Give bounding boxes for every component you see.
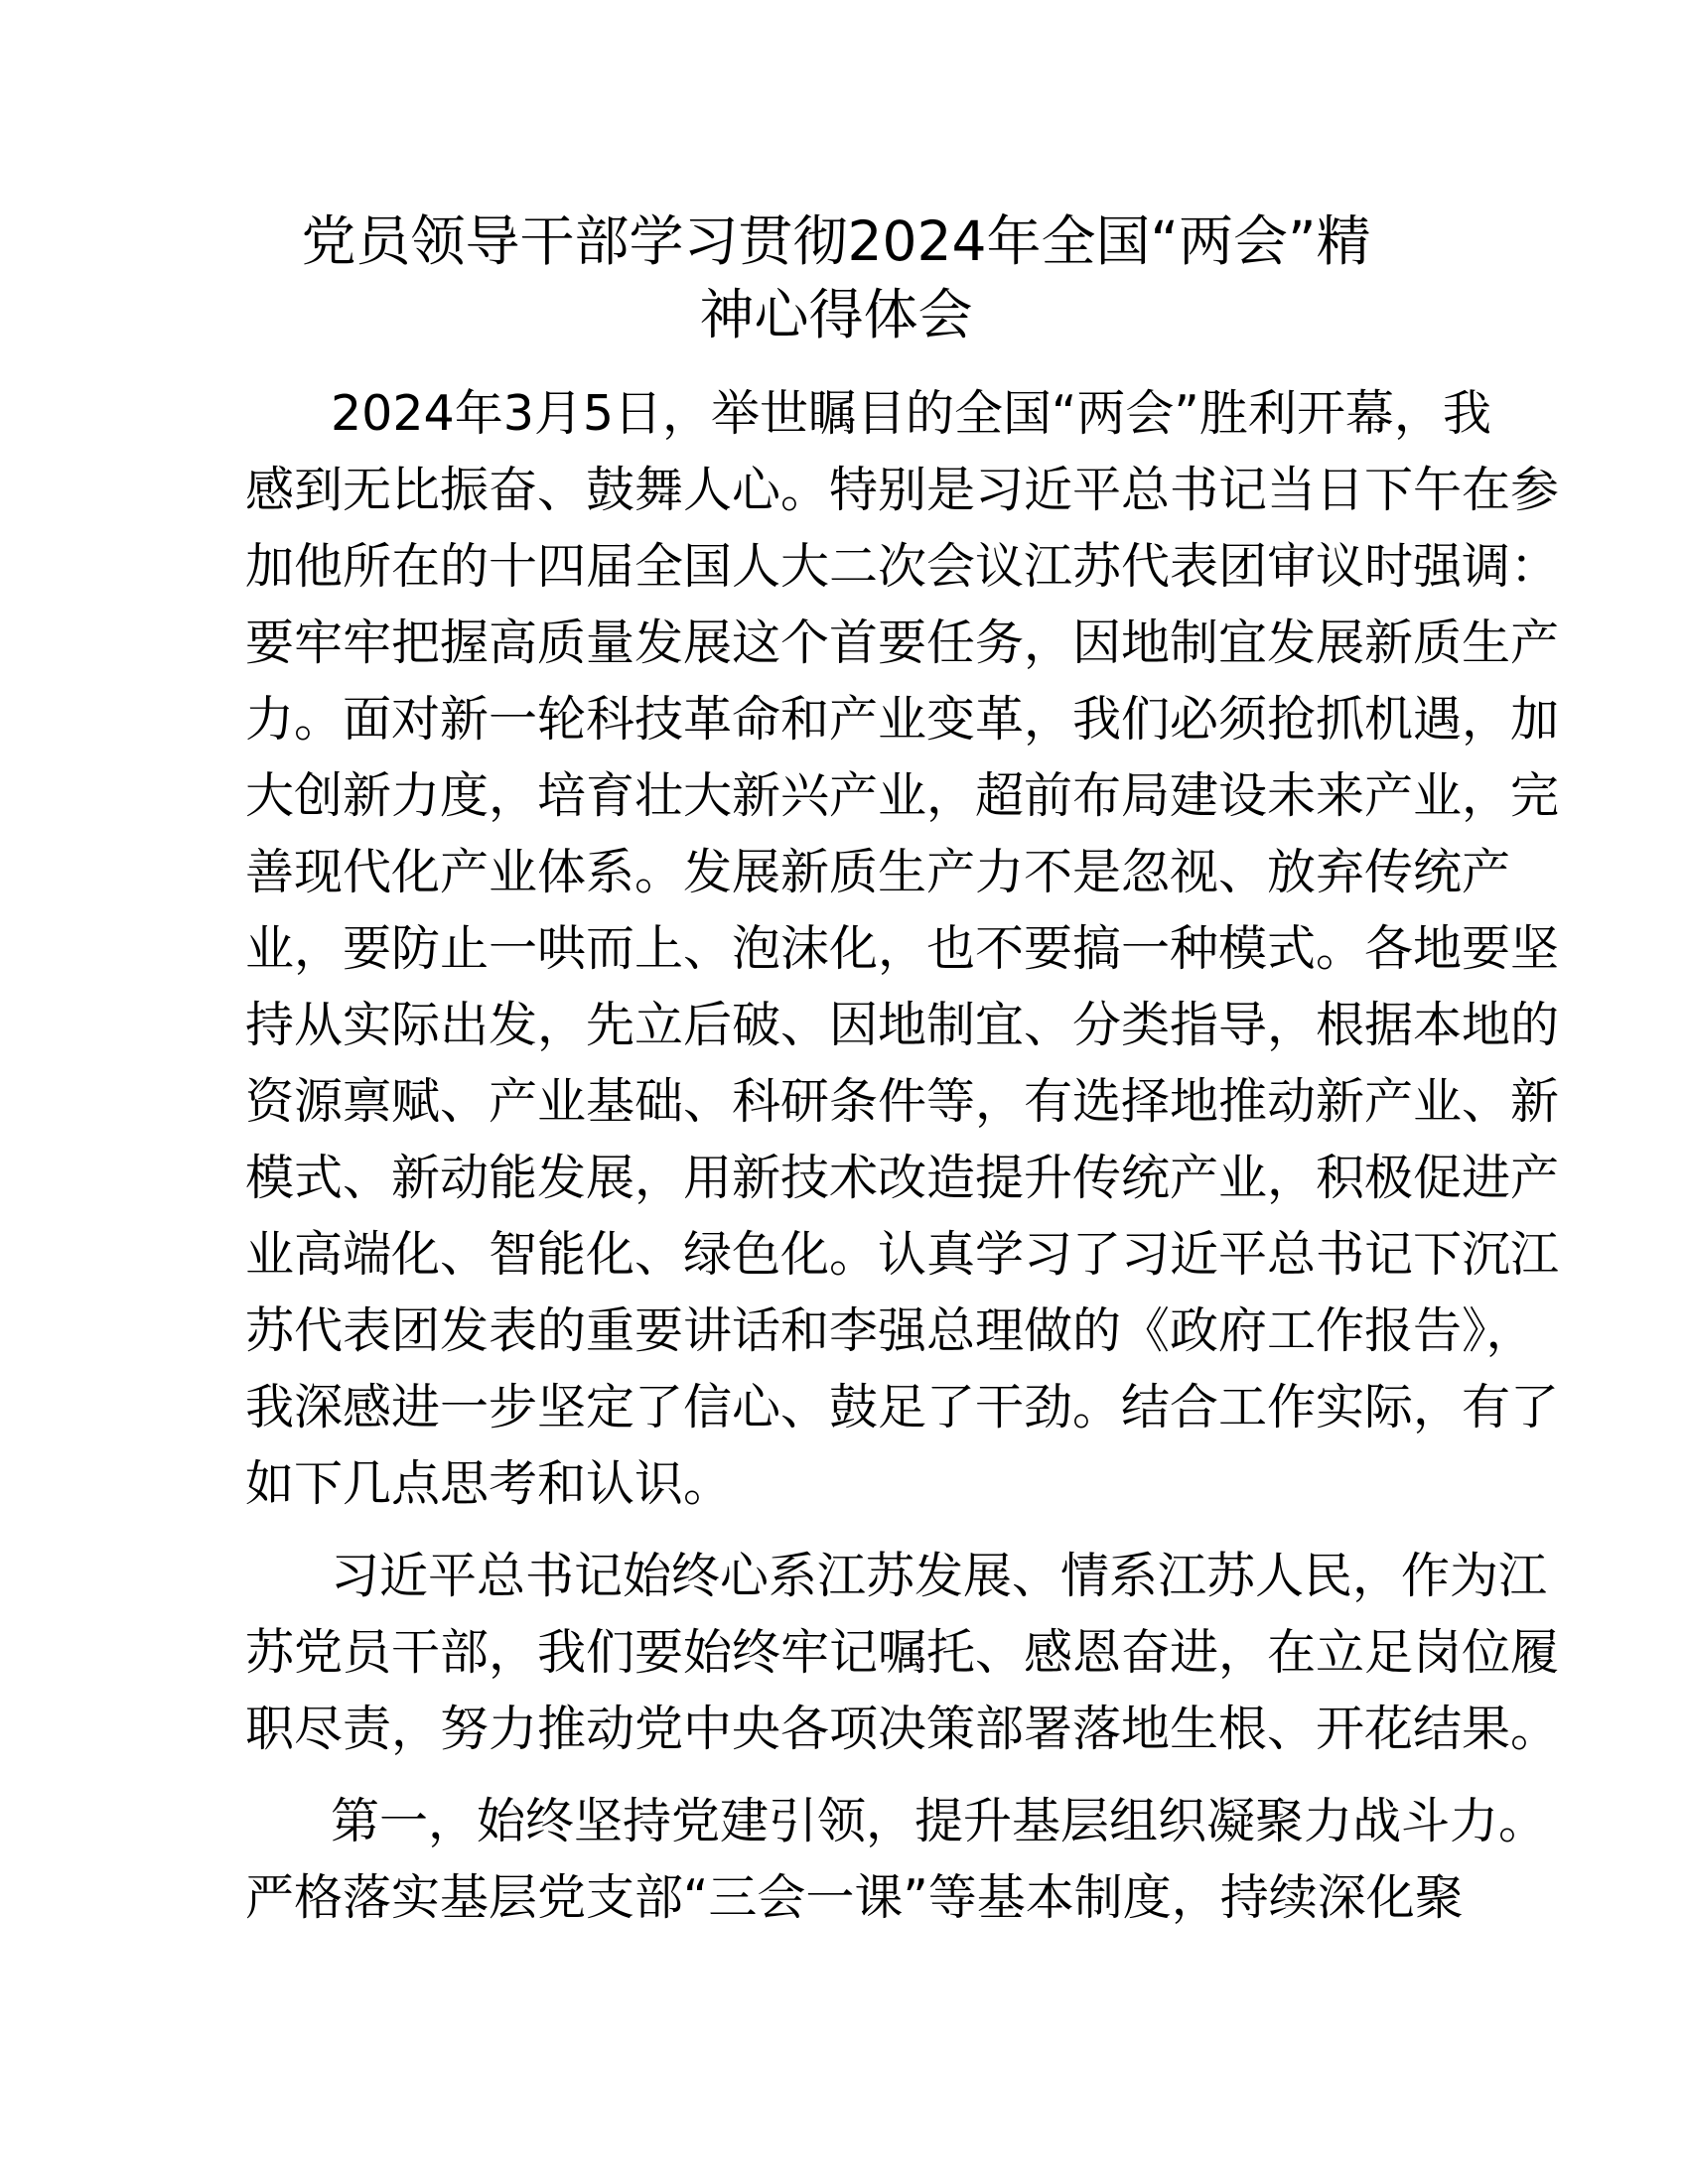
paragraph-line: 苏党员干部，我们要始终牢记嘱托、感恩奋进，在立足岗位履	[245, 1624, 1560, 1681]
paragraph-line: 如下几点思考和认识。	[245, 1455, 733, 1512]
paragraph	[245, 1538, 1560, 1767]
paragraph-line: 要牢牢把握高质量发展这个首要任务，因地制宜发展新质生产	[245, 614, 1560, 671]
paragraph-line: 职尽责，努力推动党中央各项决策部署落地生根、开花结果。	[245, 1701, 1560, 1757]
paragraph-line: 习近平总书记始终心系江苏发展、情系江苏人民，作为江	[331, 1548, 1548, 1604]
paragraph-line: 持从实际出发，先立后破、因地制宜、分类指导，根据本地的	[245, 997, 1560, 1053]
paragraph-line: 大创新力度，培育壮大新兴产业，超前布局建设未来产业，完	[245, 767, 1560, 824]
paragraph-line: 模式、新动能发展，用新技术改造提升传统产业，积极促进产	[245, 1150, 1560, 1206]
paragraph-line: 力。面对新一轮科技革命和产业变革，我们必须抢抓机遇，加	[245, 691, 1560, 748]
paragraph	[245, 1783, 1548, 1936]
paragraph-line: 我深感进一步坚定了信心、鼓足了干劲。结合工作实际，有了	[245, 1379, 1560, 1435]
paragraph-line: 业，要防止一哄而上、泡沫化，也不要搞一种模式。各地要坚	[245, 920, 1560, 977]
paragraph-line: 善现代化产业体系。发展新质生产力不是忽视、放弃传统产	[245, 844, 1511, 900]
document-body	[245, 375, 1560, 1936]
paragraph-line: 资源禀赋、产业基础、科研条件等，有选择地推动新产业、新	[245, 1073, 1560, 1130]
paragraph-line: 业高端化、智能化、绿色化。认真学习了习近平总书记下沉江	[245, 1226, 1560, 1283]
paragraph-line: 2024年3月5日，举世瞩目的全国“两会”胜利开幕，我	[331, 385, 1491, 442]
document-page	[245, 205, 1560, 1936]
document-title	[245, 205, 1427, 351]
paragraph-line: 感到无比振奋、鼓舞人心。特别是习近平总书记当日下午在参	[245, 462, 1560, 518]
title-line: 神心得体会	[699, 283, 973, 346]
paragraph	[245, 375, 1560, 1522]
paragraph-line: 加他所在的十四届全国人大二次会议江苏代表团审议时强调：	[245, 538, 1560, 595]
paragraph-line: 苏代表团发表的重要讲话和李强总理做的《政府工作报告》，	[245, 1302, 1535, 1359]
paragraph-line: 严格落实基层党支部“三会一课”等基本制度，持续深化聚	[245, 1869, 1464, 1926]
paragraph-line: 第一，始终坚持党建引领，提升基层组织凝聚力战斗力。	[331, 1793, 1548, 1849]
title-line: 党员领导干部学习贯彻2024年全国“两会”精	[301, 209, 1371, 273]
